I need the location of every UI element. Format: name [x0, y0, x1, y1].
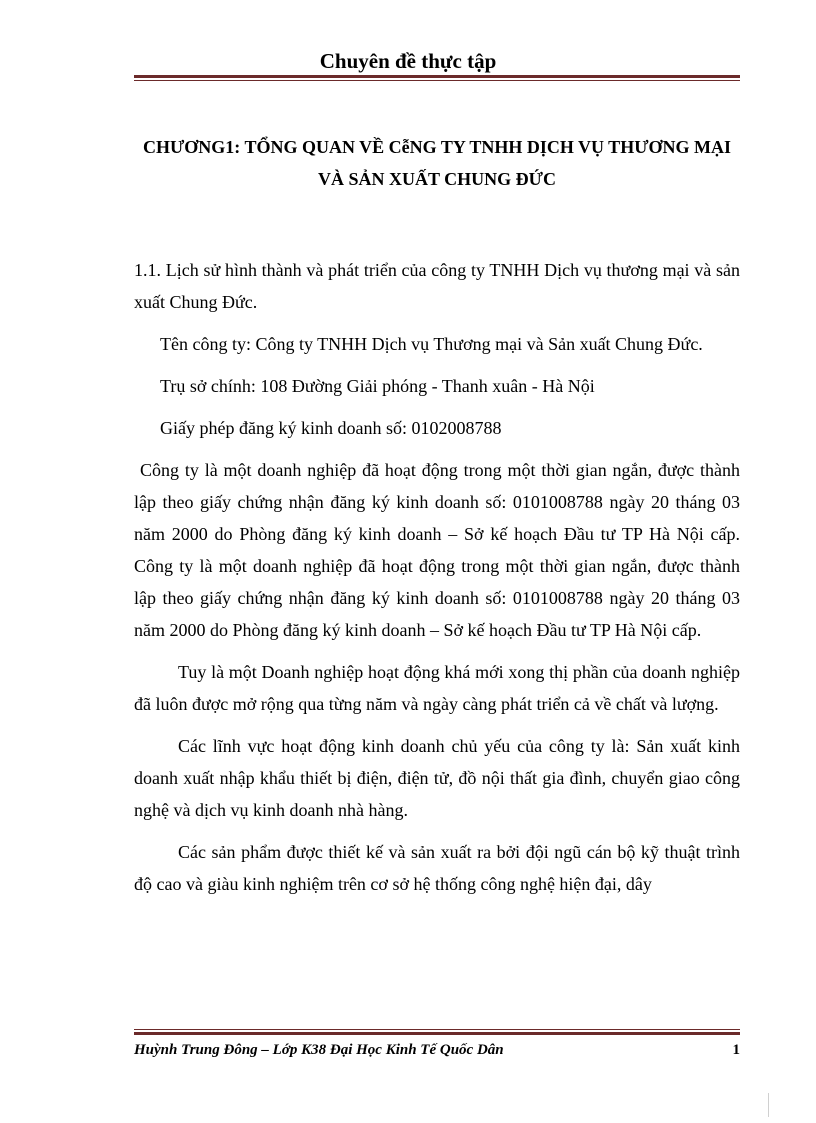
- page-number: 1: [732, 1042, 740, 1058]
- footer-author: Huỳnh Trung Đông – Lớp K38 Đại Học Kinh Tế Quốc Dân: [134, 1042, 504, 1058]
- paragraph-business-fields: Các lĩnh vực hoạt động kinh doanh chủ yếu của công ty là: Sản xuất kinh doanh xuất nhập khẩu thiết bị điện, điện tử, đồ nội thất gia đình, chuyển giao công nghệ và dịch vụ kinh doanh nhà hàng.: [134, 736, 740, 820]
- document-body: [134, 254, 740, 900]
- footer-divider: [134, 1029, 740, 1035]
- header-divider: [134, 75, 740, 81]
- section-heading: 1.1. Lịch sử hình thành và phát triển của công ty TNHH Dịch vụ thương mại và sản xuất Chung Đức.: [134, 260, 740, 312]
- company-name-line: Tên công ty: Công ty TNHH Dịch vụ Thương mại và Sản xuất Chung Đức.: [160, 334, 703, 354]
- paragraph-market: Tuy là một Doanh nghiệp hoạt động khá mới xong thị phần của doanh nghiệp đã luôn được mở rộng qua từng năm và ngày càng phát triển cả về chất và lượng.: [134, 662, 740, 714]
- page-footer: [134, 1040, 740, 1060]
- page-corner-mark: [768, 1093, 769, 1117]
- license-line: Giấy phép đăng ký kinh doanh số: 0102008788: [160, 418, 502, 438]
- paragraph-products: Các sản phẩm được thiết kế và sản xuất ra bởi đội ngũ cán bộ kỹ thuật trình độ cao và giàu kinh nghiệm trên cơ sở hệ thống công nghệ hiện đại, dây: [134, 842, 740, 894]
- paragraph-intro: Công ty là một doanh nghiệp đã hoạt động trong một thời gian ngắn, được thành lập theo giấy chứng nhận đăng ký kinh doanh số: 0101008788 ngày 20 tháng 03 năm 2000 do Phòng đăng ký kinh doanh – Sở kế hoạch Đầu tư TP Hà Nội cấp. Công ty là một doanh nghiệp đã hoạt động trong một thời gian ngắn, được thành lập theo giấy chứng nhận đăng ký kinh doanh số: 0101008788 ngày 20 tháng 03 năm 2000 do Phòng đăng ký kinh doanh – Sở kế hoạch Đầu tư TP Hà Nội cấp.: [134, 460, 740, 640]
- page-header-title: Chuyên đề thực tập: [319, 49, 497, 73]
- head-office-line: Trụ sở chính: 108 Đường Giải phóng - Thanh xuân - Hà Nội: [160, 376, 595, 396]
- chapter-title: CHƯƠNG1: TỔNG QUAN VỀ CễNG TY TNHH DỊCH VỤ THƯƠNG MẠI VÀ SẢN XUẤT CHUNG ĐỨC: [142, 137, 732, 189]
